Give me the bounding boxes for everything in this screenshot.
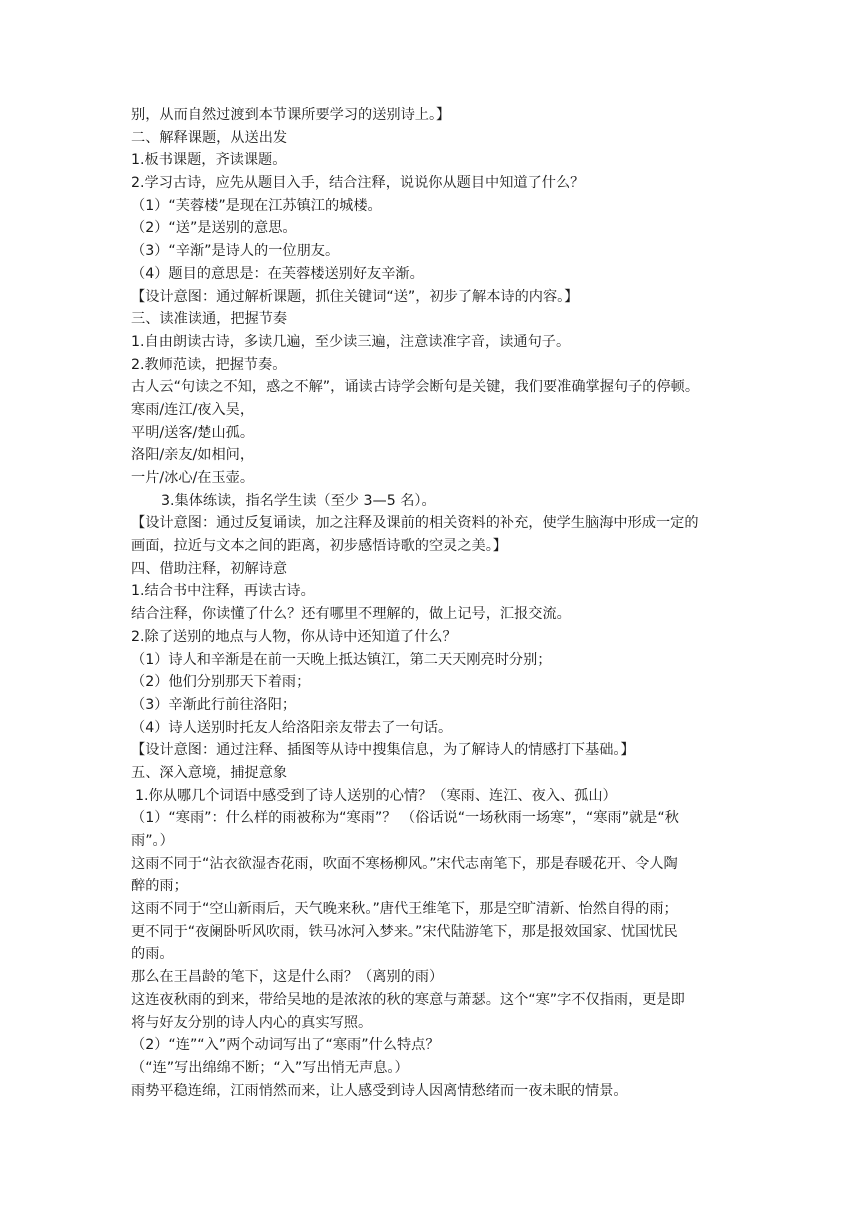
text-line: 古人云“句读之不知，惑之不解”，诵读古诗学会断句是关键，我们要准确掌握句子的停顿。 [131,379,700,396]
poem-line: 寒雨/连江/夜入吴， [131,401,255,418]
text-line: （1）“芙蓉楼”是现在江苏镇江的城楼。 [131,197,382,214]
text-line: （“连”写出绵绵不断；“入”写出悄无声息。） [131,1059,409,1076]
text-line: （3）“辛渐”是诗人的一位朋友。 [131,243,340,260]
text-line: 1.你从哪几个词语中感受到了诗人送别的心情？（寒雨、连江、夜入、孤山） [135,787,617,804]
text-line: 结合注释，你读懂了什么？还有哪里不理解的，做上记号，汇报交流。 [131,606,571,623]
text-line: 这雨不同于“沾衣欲湿杏花雨，吹面不寒杨柳风。”宋代志南笔下，那是春暖花开、令人陶 [131,855,678,872]
poem-line: 一片/冰心/在玉壶。 [131,470,255,486]
text-line: 1.结合书中注释，再读古诗。 [131,583,315,600]
text-line: 醉的雨； [131,878,188,895]
text-line: 别，从而自然过渡到本节课所要学习的送别诗上。】 [131,107,451,123]
design-intent-note: 【设计意图：通过解析课题，抓住关键词“送”，初步了解本诗的内容。】 [131,288,579,305]
design-intent-note: 画面，拉近与文本之间的距离，初步感悟诗歌的空灵之美。】 [131,538,507,555]
text-line: 雨势平稳连绵，江雨悄然而来，让人感受到诗人因离情愁绪而一夜未眠的情景。 [131,1082,628,1099]
text-line: （4）诗人送别时托友人给洛阳亲友带去了一句话。 [131,719,453,736]
section-heading: 四、借助注释，初解诗意 [131,560,288,577]
design-intent-note: 【设计意图：通过注释、插图等从诗中搜集信息，为了解诗人的情感打下基础。】 [131,742,635,759]
text-line: 1.板书课题，齐读课题。 [131,152,287,169]
text-line: 那么在王昌龄的笔下，这是什么雨？（离别的雨） [131,969,444,986]
text-line: （2）他们分别那天下着雨； [131,674,311,691]
text-line: （2）“送”是送别的意思。 [131,220,297,237]
poem-line: 平明/送客/楚山孤。 [131,424,255,441]
text-line: 更不同于“夜阑卧听风吹雨，铁马冰河入梦来。”宋代陆游笔下，那是报效国家、忧国忧民 [131,923,678,940]
section-heading: 五、深入意境，捕捉意象 [131,764,288,781]
section-heading: 三、读准读通，把握节奏 [131,311,288,328]
text-line: 这连夜秋雨的到来，带给吴地的是浓浓的秋的寒意与萧瑟。这个“寒”字不仅指雨，更是即 [131,991,685,1008]
text-line: 2.学习古诗，应先从题目入手，结合注释，说说你从题目中知道了什么？ [131,175,585,192]
poem-line: 洛阳/亲友/如相问， [131,447,255,464]
text-line: 2.教师范读，把握节奏。 [131,356,287,373]
text-line: 雨”。） [131,833,174,849]
document-body [131,104,731,1102]
text-line: 的雨。 [131,946,174,963]
text-line: （4）题目的意思是：在芙蓉楼送别好友辛渐。 [131,265,424,282]
text-line: 2.除了送别的地点与人物，你从诗中还知道了什么？ [131,628,457,645]
text-line: 这雨不同于“空山新雨后，天气晚来秋。”唐代王维笔下，那是空旷清新、怡然自得的雨； [131,901,678,918]
text-line: 3.集体练读，指名学生读（至少 3—5 名）。 [161,492,436,509]
text-line: （2）“连”“入”两个动词写出了“寒雨”什么特点？ [131,1037,440,1054]
text-line: 1.自由朗读古诗，多读几遍，至少读三遍，注意读准字音，读通句子。 [131,333,571,350]
design-intent-note: 【设计意图：通过反复诵读，加之注释及课前的相关资料的补充，使学生脑海中形成一定的 [131,515,699,532]
section-heading: 二、解释课题，从送出发 [131,129,288,146]
text-line: （1）诗人和辛渐是在前一天晚上抵达镇江，第二天天刚亮时分别； [131,651,552,668]
text-line: （3）辛渐此行前往洛阳； [131,696,297,713]
text-line: 将与好友分别的诗人内心的真实写照。 [131,1014,373,1031]
text-line: （1）“寒雨”：什么样的雨被称为“寒雨”？ （俗话说“一场秋雨一场寒”，“寒雨”就是“秋 [131,810,679,827]
